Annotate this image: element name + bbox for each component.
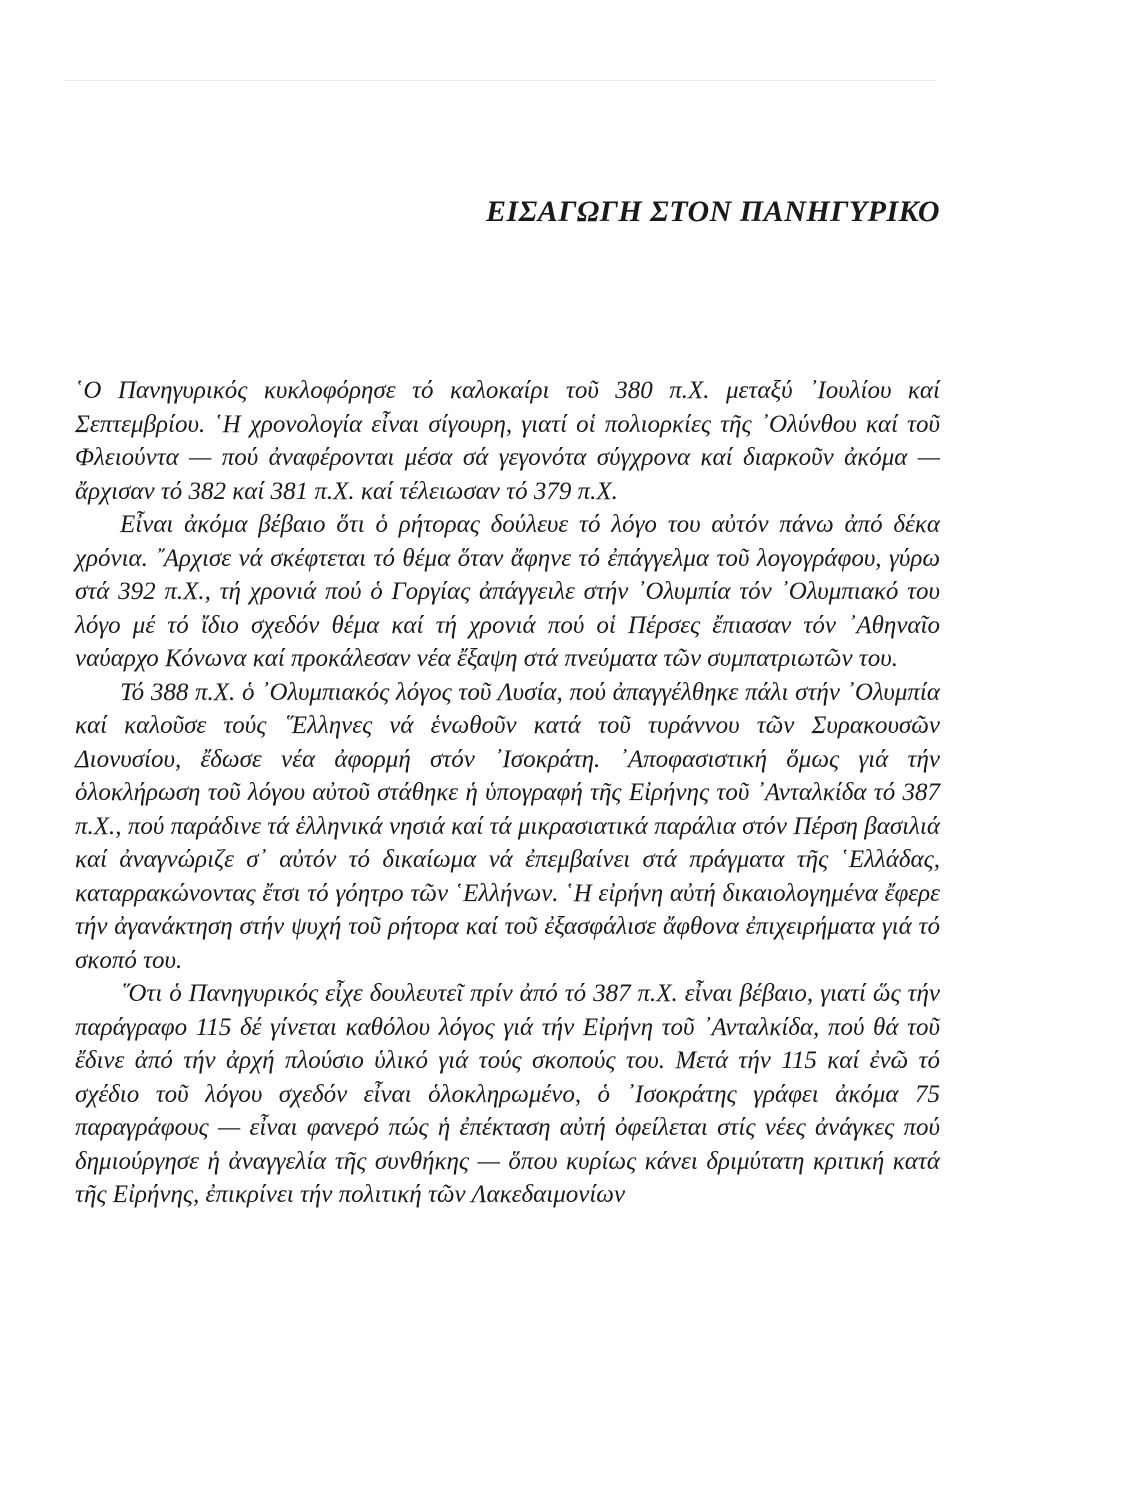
body-text	[75, 374, 940, 1212]
running-header-bleedthrough	[65, 40, 935, 81]
paragraph-1: ῾Ο Πανηγυρικός κυκλοφόρησε τό καλοκαίρι τοῦ 380 π.Χ. μεταξύ ᾿Ιουλίου καί Σεπτεμβρίου. ῾Η χρονολογία εἶναι σίγουρη, γιατί οἱ πολιορκίες τῆς ᾿Ολύνθου καί τοῦ Φλειούντα — πού ἀναφέρονται μέσα σά γεγονότα σύγχρονα καί διαρκοῦν ἀκόμα — ἄρχισαν τό 382 καί 381 π.Χ. καί τέλειωσαν τό 379 π.Χ.	[75, 377, 940, 505]
chapter-title: ΕΙΣΑΓΩΓΗ ΣΤΟΝ ΠΑΝΗΓΥΡΙΚΟ	[485, 195, 940, 229]
paragraph-2: Εἶναι ἀκόμα βέβαιο ὅτι ὁ ρήτορας δούλευε τό λόγο του αὐτόν πάνω ἀπό δέκα χρόνια. ῎Αρχισε νά σκέφτεται τό θέμα ὅταν ἄφηνε τό ἐπάγγελμα τοῦ λογογράφου, γύρω στά 392 π.Χ., τή χρονιά πού ὁ Γοργίας ἀπάγγειλε στήν ᾿Ολυμπία τόν ᾿Ολυμπιακό του λόγο μέ τό ἴδιο σχεδόν θέμα καί τή χρονιά πού οἱ Πέρσες ἔπιασαν τόν ᾿Αθηναῖο ναύαρχο Κόνωνα καί προκάλεσαν νέα ἔξαψη στά πνεύματα τῶν συμπατριωτῶν του.	[75, 511, 940, 672]
paragraph-3: Τό 388 π.Χ. ὁ ᾿Ολυμπιακός λόγος τοῦ Λυσία, πού ἀπαγγέλθηκε πάλι στήν ᾿Ολυμπία καί καλοῦσε τούς ῞Ελληνες νά ἑνωθοῦν κατά τοῦ τυράννου τῶν Συρακουσῶν Διονυσίου, ἔδωσε νέα ἀφορμή στόν ᾿Ισοκράτη. ᾿Αποφασιστική ὅμως γιά τήν ὁλοκλήρωση τοῦ λόγου αὐτοῦ στάθηκε ἡ ὑπογραφή τῆς Εἰρήνης τοῦ ᾿Ανταλκίδα τό 387 π.Χ., πού παράδινε τά ἑλληνικά νησιά καί τά μικρασιατικά παράλια στόν Πέρση βασιλιά καί ἀναγνώριζε σ᾿ αὐτόν τό δικαίωμα νά ἐπεμβαίνει στά πράγματα τῆς ῾Ελλάδας, καταρρακώνοντας ἔτσι τό γόητρο τῶν ῾Ελλήνων. ῾Η εἰρήνη αὐτή δικαιολογημένα ἔφερε τήν ἀγανάκτηση στήν ψυχή τοῦ ρήτορα καί τοῦ ἐξασφάλισε ἄφθονα ἐπιχειρήματα γιά τό σκοπό του.	[75, 678, 940, 974]
paragraph-4: ῞Οτι ὁ Πανηγυρικός εἶχε δουλευτεῖ πρίν ἀπό τό 387 π.Χ. εἶναι βέβαιο, γιατί ὥς τήν παράγραφο 115 δέ γίνεται καθόλου λόγος γιά τήν Εἰρήνη τοῦ ᾿Ανταλκίδα, πού θά τοῦ ἔδινε ἀπό τήν ἀρχή πλούσιο ὑλικό γιά τούς σκοπούς του. Μετά τήν 115 καί ἐνῶ τό σχέδιο τοῦ λόγου σχεδόν εἶναι ὁλοκληρωμένο, ὁ ᾿Ισοκράτης γράφει ἀκόμα 75 παραγράφους — εἶναι φανερό πώς ἡ ἐπέκταση αὐτή ὀφείλεται στίς νέες ἀνάγκες πού δημιούργησε ἡ ἀναγγελία τῆς συνθήκης — ὅπου κυρίως κάνει δριμύτατη κριτική κατά τῆς Εἰρήνης, ἐπικρίνει τήν πολιτική τῶν Λακεδαιμονίων	[75, 980, 940, 1208]
